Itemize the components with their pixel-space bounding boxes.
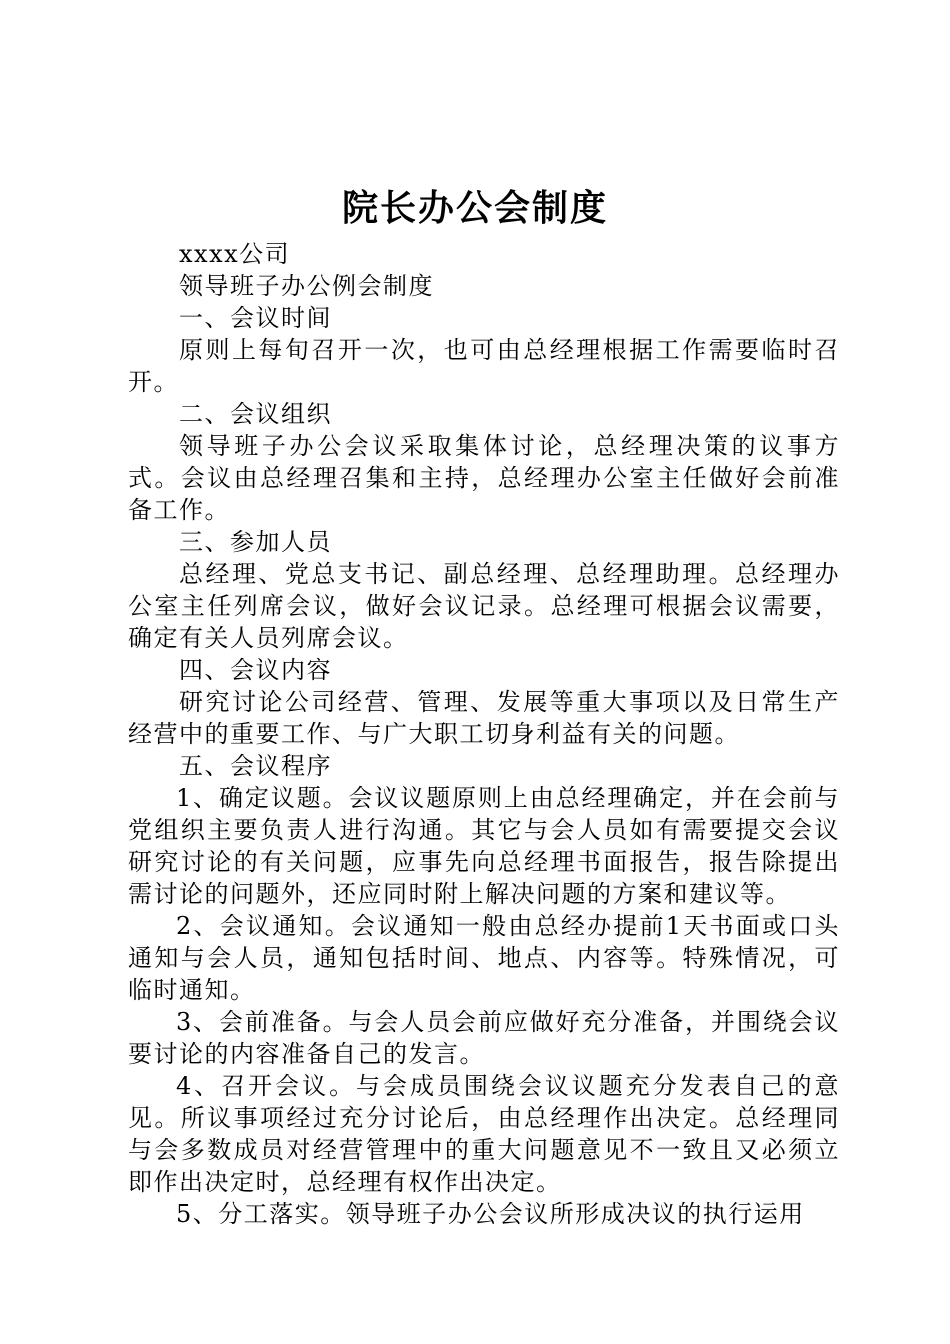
document-body <box>128 238 840 1230</box>
section-heading-2: 二、会议组织 <box>179 400 332 428</box>
section-heading-1: 一、会议时间 <box>179 304 332 332</box>
section-heading-5: 五、会议程序 <box>179 752 332 780</box>
paragraph: 领导班子办公会议采取集体讨论，总经理决策的议事方式。会议由总经理召集和主持，总经理办公室主任做好会前准备工作。 <box>128 432 840 524</box>
numbered-paragraph-2: 2、会议通知。会议通知一般由总经办提前1天书面或口头通知与会人员，通知包括时间、地点、内容等。特殊情况，可临时通知。 <box>128 912 840 1004</box>
numbered-paragraph-4: 4、召开会议。与会成员围绕会议议题充分发表自己的意见。所议事项经过充分讨论后，由总经理作出决定。总经理同与会多数成员对经营管理中的重大问题意见不一致且又必须立即作出决定时，总经理有权作出决定。 <box>128 1072 840 1196</box>
paragraph: 总经理、党总支书记、副总经理、总经理助理。总经理办公室主任列席会议，做好会议记录。总经理可根据会议需要，确定有关人员列席会议。 <box>128 560 840 652</box>
numbered-paragraph-3: 3、会前准备。与会人员会前应做好充分准备，并围绕会议要讨论的内容准备自己的发言。 <box>128 1008 840 1068</box>
paragraph-company: xxxx公司 <box>179 240 291 268</box>
numbered-paragraph-1: 1、确定议题。会议议题原则上由总经理确定，并在会前与党组织主要负责人进行沟通。其它与会人员如有需要提交会议研究讨论的有关问题，应事先向总经理书面报告，报告除提出需讨论的问题外，还应同时附上解决问题的方案和建议等。 <box>128 784 840 908</box>
section-heading-3: 三、参加人员 <box>179 528 332 556</box>
section-heading-4: 四、会议内容 <box>179 656 332 684</box>
paragraph-subtitle: 领导班子办公例会制度 <box>179 272 434 300</box>
document-title: 院长办公会制度 <box>341 188 608 229</box>
paragraph: 原则上每旬召开一次，也可由总经理根据工作需要临时召开。 <box>128 336 840 396</box>
paragraph: 研究讨论公司经营、管理、发展等重大事项以及日常生产经营中的重要工作、与广大职工切身利益有关的问题。 <box>128 688 840 748</box>
numbered-paragraph-5: 5、分工落实。领导班子办公会议所形成决议的执行运用 <box>176 1200 805 1228</box>
